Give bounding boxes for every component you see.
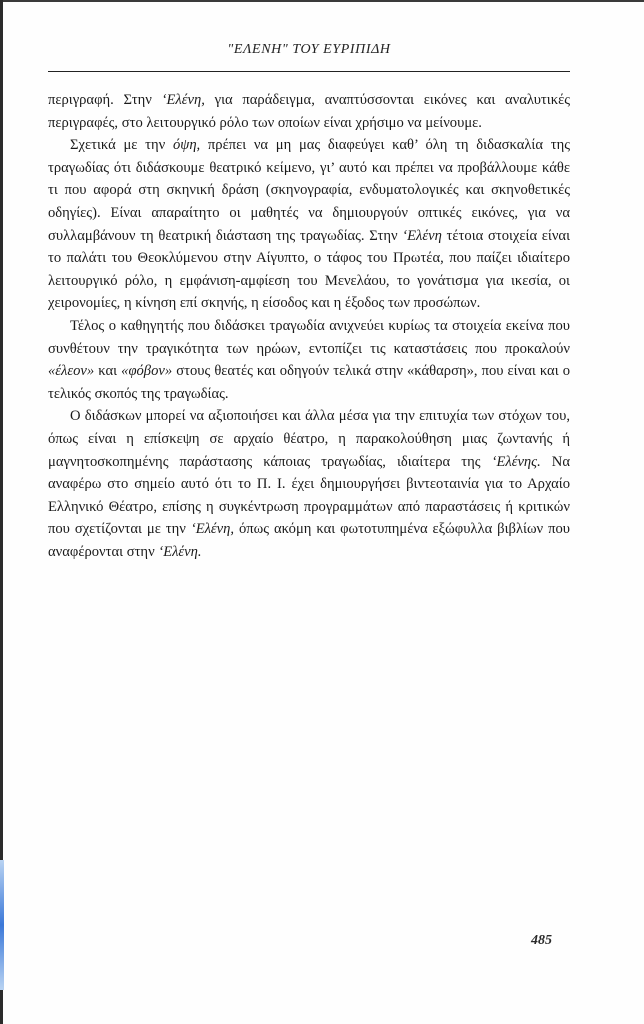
scan-edge-top — [0, 0, 644, 2]
paragraph-3: Τέλος ο καθηγητής που διδάσκει τραγωδία ανιχνεύει κυρίως τα στοιχεία εκείνα που συνθέτουν την τραγικότητα των ηρώων, εντοπίζει τις καταστάσεις που προκαλούν «έλεον» και «φόβον» στους θεατές και οδηγούν τελικά στην «κάθαρση», που είναι και ο τελικός σκοπός της τραγωδίας. — [48, 317, 570, 402]
paragraph-4: Ο διδάσκων μπορεί να αξιοποιήσει και άλλα μέσα για την επιτυχία των στόχων του, όπως είναι η επίσκεψη σε αρχαίο θέατρο, η παρακολούθηση μιας ζωντανής ή μαγνητοσκοπημένης παράστασης κάποιας τραγωδίας, ιδιαίτερα της ‘Ελένης. Να αναφέρω στο σημείο αυτό ότι το Π. Ι. έχει δημιουργήσει βιντεοταινία για το Αρχαίο Ελληνικό Θέατρο, επίσης η συγκέντρωση προγραμμάτων από παραστάσεις ή κριτικών που σχετίζονται με την ‘Ελένη, όπως ακόμη και φωτοτυπημένα εξώφυλλα βιβλίων που αναφέρονται στην ‘Ελένη. — [48, 408, 570, 560]
page-number: 485 — [531, 933, 552, 948]
header-rule — [48, 71, 570, 72]
running-header: "ΕΛΕΝΗ" ΤΟΥ ΕΥΡΙΠΙΔΗ — [227, 42, 391, 57]
paragraph-2: Σχετικά με την όψη, πρέπει να μη μας διαφεύγει καθ’ όλη τη διδασκαλία της τραγωδίας ότι διδάσκουμε θεατρικό κείμενο, γι’ αυτό και πρέπει να προβάλλουμε κάθε τι που αφορά στη σκηνική δράση (σκηνογραφία, ενδυματολογικές και σκηνοθετικές οδηγίες). Είναι απαραίτητο οι μαθητές να δημιουργούν οπτικές εικόνες, για να συλλαμβάνουν τη θεατρική διάσταση της τραγωδίας. Στην ‘Ελένη τέτοια στοιχεία είναι το παλάτι του Θεοκλύμενου στην Αίγυπτο, ο τάφος του Πρωτέα, που παίζει ιδιαίτερο λειτουργικό ρόλο, η εμφάνιση-αμφίεση του Μενελάου, το γονάτισμα για ικεσία, οι χειρονομίες, η κίνηση επί σκηνής, η είσοδος και η έξοδος των προσώπων. — [48, 137, 571, 312]
scan-edge-tab — [0, 860, 4, 990]
body-text — [48, 89, 570, 563]
paragraph-1: περιγραφή. Στην ‘Ελένη, για παράδειγμα, αναπτύσσονται εικόνες και αναλυτικές περιγραφές, στο λειτουργικό ρόλο των οποίων είναι χρήσιμο να μείνουμε. — [48, 92, 570, 131]
